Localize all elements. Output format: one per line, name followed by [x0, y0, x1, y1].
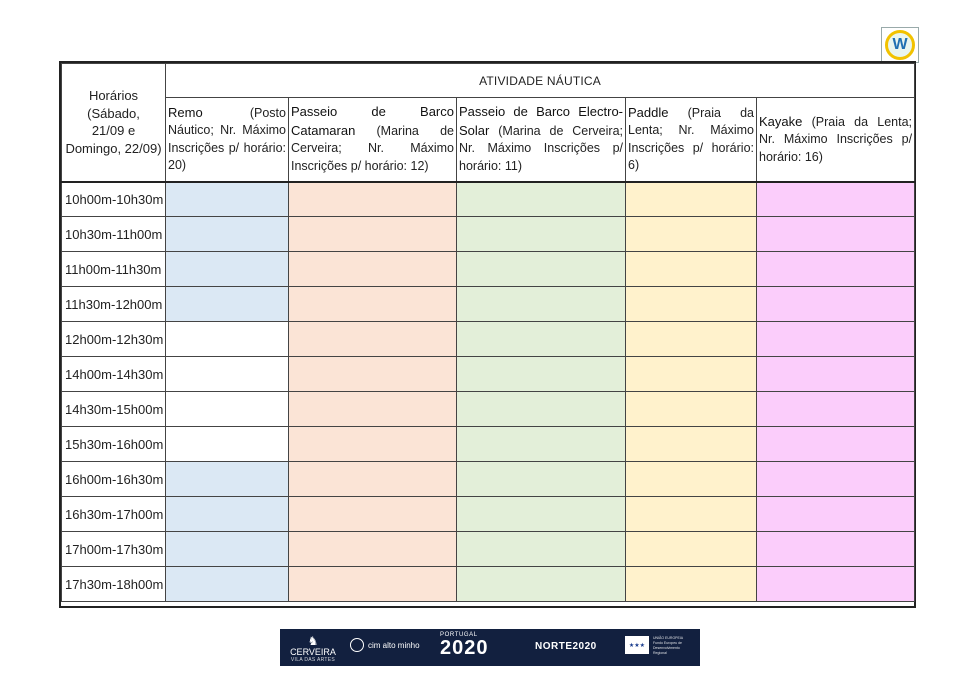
slot-cell-remo[interactable]: [166, 392, 289, 427]
time-slot-label: 17h30m-18h00m: [62, 567, 166, 602]
time-slot-row: [62, 217, 915, 252]
slot-cell-kayake[interactable]: [757, 287, 915, 322]
time-slot-row: [62, 497, 915, 532]
slot-cell-paddle[interactable]: [626, 532, 757, 567]
schedule-table: [61, 63, 915, 602]
slot-cell-remo[interactable]: [166, 567, 289, 602]
time-slot-label: 14h00m-14h30m: [62, 357, 166, 392]
activity-details: (Praia da Lenta; Nr. Máximo Inscrições p/ horário: 6): [628, 105, 754, 173]
schedule-corner-header: [62, 64, 166, 182]
slot-cell-kayake[interactable]: [757, 357, 915, 392]
slot-cell-catamaran[interactable]: [289, 567, 457, 602]
slot-cell-paddle[interactable]: [626, 462, 757, 497]
slot-cell-kayake[interactable]: [757, 567, 915, 602]
slot-cell-paddle[interactable]: [626, 567, 757, 602]
slot-cell-kayake[interactable]: [757, 252, 915, 287]
slot-cell-electro-solar[interactable]: [457, 427, 626, 462]
activity-name: Remo: [168, 104, 203, 120]
w-logo-icon: W: [885, 30, 915, 60]
slot-cell-electro-solar[interactable]: [457, 322, 626, 357]
slot-cell-remo[interactable]: [166, 532, 289, 567]
slot-cell-paddle[interactable]: [626, 182, 757, 217]
corner-line: 21/09 e: [91, 123, 136, 139]
slot-cell-remo[interactable]: [166, 287, 289, 322]
activity-header-electro-solar: [457, 98, 626, 182]
activity-details: (Marina de Cerveira; Nr. Máximo Inscrições p/ horário: 11): [459, 123, 623, 173]
slot-cell-paddle[interactable]: [626, 497, 757, 532]
time-slot-row: [62, 252, 915, 287]
eu-fund: Fundo Europeu de Desenvolvimento Regional: [653, 641, 682, 655]
cerveira-text: CERVEIRA: [290, 647, 336, 657]
slot-cell-catamaran[interactable]: [289, 252, 457, 287]
time-slot-label: 10h00m-10h30m: [62, 182, 166, 217]
time-slot-row: [62, 462, 915, 497]
slot-cell-electro-solar[interactable]: [457, 532, 626, 567]
eu-text: [653, 636, 691, 656]
cim-logo: [350, 638, 420, 652]
time-slot-label: 11h30m-12h00m: [62, 287, 166, 322]
slot-cell-electro-solar[interactable]: [457, 567, 626, 602]
slot-cell-paddle[interactable]: [626, 287, 757, 322]
activity-header-catamaran: [289, 98, 457, 182]
corner-line: Horários (Sábado,: [87, 88, 140, 121]
time-slot-label: 17h00m-17h30m: [62, 532, 166, 567]
slot-cell-catamaran[interactable]: [289, 217, 457, 252]
slot-cell-catamaran[interactable]: [289, 182, 457, 217]
slot-cell-electro-solar[interactable]: [457, 392, 626, 427]
activity-name: Passeio de Barco Catamaran: [291, 104, 454, 138]
slot-cell-remo[interactable]: [166, 497, 289, 532]
time-slot-row: [62, 357, 915, 392]
slot-cell-electro-solar[interactable]: [457, 497, 626, 532]
time-slot-label: 15h30m-16h00m: [62, 427, 166, 462]
slot-cell-remo[interactable]: [166, 427, 289, 462]
slot-cell-paddle[interactable]: [626, 217, 757, 252]
eu-logo: [625, 636, 691, 656]
portugal-text: PORTUGAL: [440, 632, 478, 638]
time-slot-label: 10h30m-11h00m: [62, 217, 166, 252]
slot-cell-electro-solar[interactable]: [457, 182, 626, 217]
activity-details: (Praia da Lenta; Nr. Máximo Inscrições p/ horário: 16): [759, 114, 913, 164]
slot-cell-kayake[interactable]: [757, 217, 915, 252]
deer-icon: ♞: [307, 634, 319, 648]
slot-cell-remo[interactable]: [166, 357, 289, 392]
activity-details: (Marina de Cerveira; Nr. Máximo Inscrições p/ horário: 12): [291, 123, 454, 173]
slot-cell-kayake[interactable]: [757, 392, 915, 427]
slot-cell-remo[interactable]: [166, 322, 289, 357]
slot-cell-kayake[interactable]: [757, 532, 915, 567]
activity-header-kayake: [757, 98, 915, 182]
time-slot-row: [62, 182, 915, 217]
activity-details: (Posto Náutico; Nr. Máximo Inscrições p/ horário: 20): [168, 105, 286, 173]
time-slot-row: [62, 392, 915, 427]
footer-logos-bar: [280, 629, 700, 666]
slot-cell-paddle[interactable]: [626, 427, 757, 462]
slot-cell-paddle[interactable]: [626, 357, 757, 392]
eu-label: UNIÃO EUROPEIA: [653, 636, 684, 640]
slot-cell-catamaran[interactable]: [289, 427, 457, 462]
time-slot-label: 14h30m-15h00m: [62, 392, 166, 427]
time-slot-row: [62, 427, 915, 462]
slot-cell-remo[interactable]: [166, 182, 289, 217]
slot-cell-kayake[interactable]: [757, 497, 915, 532]
activity-name: Passeio de Barco Electro-Solar: [459, 104, 623, 138]
cerveira-subtext: VILA DAS ARTES: [290, 657, 336, 663]
slot-cell-paddle[interactable]: [626, 392, 757, 427]
slot-cell-catamaran[interactable]: [289, 322, 457, 357]
slot-cell-catamaran[interactable]: [289, 462, 457, 497]
slot-cell-remo[interactable]: [166, 217, 289, 252]
slot-cell-paddle[interactable]: [626, 252, 757, 287]
slot-cell-electro-solar[interactable]: [457, 287, 626, 322]
slot-cell-electro-solar[interactable]: [457, 217, 626, 252]
activity-header-paddle: [626, 98, 757, 182]
time-slot-label: 16h30m-17h00m: [62, 497, 166, 532]
norte2020-logo: NORTE2020: [535, 641, 597, 652]
slot-cell-remo[interactable]: [166, 252, 289, 287]
slot-cell-catamaran[interactable]: [289, 287, 457, 322]
time-slot-row: [62, 532, 915, 567]
slot-cell-kayake[interactable]: [757, 322, 915, 357]
slot-cell-paddle[interactable]: [626, 322, 757, 357]
cim-circle-icon: [350, 638, 364, 652]
slot-cell-kayake[interactable]: [757, 462, 915, 497]
activity-name: Kayake: [759, 113, 803, 129]
activity-title: ATIVIDADE NÁUTICA: [166, 64, 915, 98]
portugal-2020-logo: [440, 632, 489, 658]
corner-line: Domingo, 22/09): [65, 140, 162, 156]
activity-name: Paddle: [628, 104, 669, 120]
slot-cell-catamaran[interactable]: [289, 357, 457, 392]
time-slot-row: [62, 287, 915, 322]
slot-cell-catamaran[interactable]: [289, 392, 457, 427]
time-slot-label: 16h00m-16h30m: [62, 462, 166, 497]
cerveira-logo: [288, 635, 338, 663]
eu-flag-icon: ★★★: [625, 636, 649, 654]
slot-cell-electro-solar[interactable]: [457, 252, 626, 287]
slot-cell-remo[interactable]: [166, 462, 289, 497]
time-slot-label: 12h00m-12h30m: [62, 322, 166, 357]
slot-cell-kayake[interactable]: [757, 182, 915, 217]
slot-cell-electro-solar[interactable]: [457, 357, 626, 392]
time-slot-row: [62, 322, 915, 357]
year-text: 2020: [440, 637, 489, 659]
time-slot-label: 11h00m-11h30m: [62, 252, 166, 287]
brand-logo: [881, 27, 919, 63]
slot-cell-catamaran[interactable]: [289, 497, 457, 532]
activity-header-remo: [166, 98, 289, 182]
cim-text: cim alto minho: [368, 640, 420, 650]
slot-cell-electro-solar[interactable]: [457, 462, 626, 497]
slot-cell-catamaran[interactable]: [289, 532, 457, 567]
time-slot-row: [62, 567, 915, 602]
slot-cell-kayake[interactable]: [757, 427, 915, 462]
